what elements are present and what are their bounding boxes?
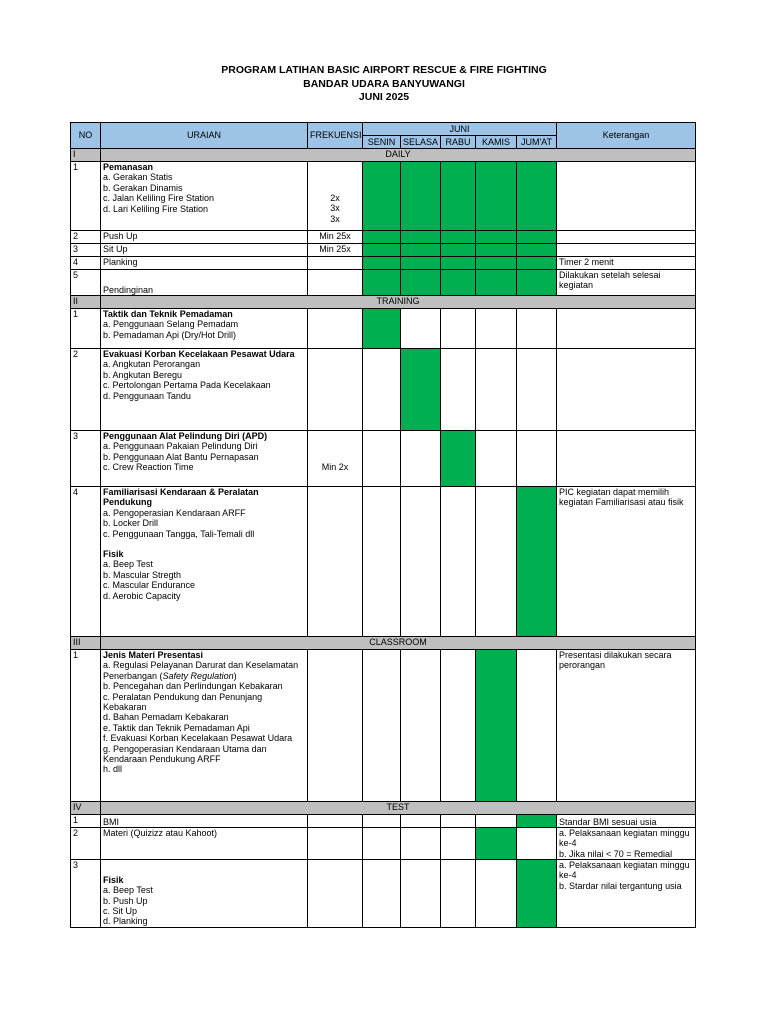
day-cell-scheduled: [476, 244, 517, 257]
row-keterangan: Dilakukan setelah selesai kegiatan: [557, 270, 696, 296]
item-line: a. Beep Test: [103, 559, 153, 570]
table-row: [71, 309, 696, 349]
day-cell-scheduled: [401, 349, 441, 431]
row-keterangan: [557, 231, 696, 244]
row-frekuensi: [308, 162, 363, 231]
section-row-test: [71, 802, 696, 815]
row-keterangan: [557, 309, 696, 349]
item-line: b. Locker Drill: [103, 518, 159, 529]
item-line: c. Pertolongan Pertama Pada Kecelakaan: [103, 380, 271, 391]
day-cell-scheduled: [401, 231, 441, 244]
row-frekuensi: [308, 431, 363, 487]
row-uraian: Planking: [101, 257, 308, 270]
item-line: a. Angkutan Perorangan: [103, 359, 201, 370]
row-uraian: Materi (Quizizz atau Kahoot): [101, 828, 308, 860]
row-no: 4: [71, 257, 101, 270]
section-row-training: [71, 296, 696, 309]
row-no: 1: [71, 650, 101, 802]
day-cell-scheduled: [401, 257, 441, 270]
row-uraian: [101, 431, 308, 487]
row-uraian: [101, 859, 308, 927]
row-frekuensi: Min 25x: [308, 231, 363, 244]
section-no: I: [71, 149, 101, 162]
note-line: a. Pelaksanaan kegiatan minggu ke-4: [559, 828, 690, 849]
item-text: a. Regulasi Pelayanan Darurat dan Keselamatan Penerbangan (: [103, 660, 299, 681]
freq-line: Min 2x: [321, 462, 349, 472]
row-keterangan: PIC kegiatan dapat memilih kegiatan Familiarisasi atau fisik: [557, 487, 696, 637]
table-row: [71, 487, 696, 637]
item-line: c. Penggunaan Tangga, Tali-Temali dll: [103, 528, 255, 539]
table-row: [71, 244, 696, 257]
row-uraian: BMI: [101, 815, 308, 828]
row-frekuensi: Min 25x: [308, 244, 363, 257]
day-cell: [441, 487, 476, 637]
section-label: TRAINING: [101, 296, 696, 309]
table-row: [71, 257, 696, 270]
row-no: 4: [71, 487, 101, 637]
day-cell-scheduled: [363, 257, 401, 270]
day-cell-scheduled: [363, 231, 401, 244]
item-line: c. Mascular Endurance: [103, 580, 196, 591]
row-no: 2: [71, 828, 101, 860]
day-cell-scheduled: [517, 270, 557, 296]
day-cell-scheduled: [517, 257, 557, 270]
item-title: Jenis Materi Presentasi: [103, 650, 204, 660]
item-line: a. Penggunaan Pakaian Pelindung Diri: [103, 441, 258, 452]
header-frekuensi: FREKUENSI: [308, 123, 363, 149]
day-cell: [441, 349, 476, 431]
row-no: 1: [71, 162, 101, 231]
day-cell-scheduled: [441, 270, 476, 296]
item-line: d. Aerobic Capacity: [103, 590, 181, 601]
day-cell-scheduled: [401, 244, 441, 257]
day-cell-scheduled: [441, 231, 476, 244]
row-frekuensi: [308, 257, 363, 270]
day-cell: [363, 349, 401, 431]
day-cell-scheduled: [363, 270, 401, 296]
row-keterangan: [557, 162, 696, 231]
row-no: 5: [71, 270, 101, 296]
header-jumat: JUM'AT: [517, 136, 557, 149]
table-row: [71, 349, 696, 431]
table-row: [71, 431, 696, 487]
item-title: Familiarisasi Kendaraan & Peralatan Pendukung: [103, 487, 259, 508]
section-no: IV: [71, 802, 101, 815]
section-label: TEST: [101, 802, 696, 815]
day-cell: [476, 487, 517, 637]
row-uraian: [101, 162, 308, 231]
item-text-italic: Safety Regulation: [162, 670, 234, 681]
day-cell: [441, 859, 476, 927]
header-kamis: KAMIS: [476, 136, 517, 149]
title-line-1: PROGRAM LATIHAN BASIC AIRPORT RESCUE & FIRE FIGHTING: [221, 64, 547, 76]
day-cell: [363, 431, 401, 487]
row-uraian: [101, 650, 308, 802]
note-line: a. Pelaksanaan kegiatan minggu ke-4: [559, 859, 690, 881]
row-keterangan: Presentasi dilakukan secara perorangan: [557, 650, 696, 802]
day-cell: [517, 431, 557, 487]
row-keterangan: [557, 828, 696, 860]
day-cell: [401, 487, 441, 637]
row-no: 1: [71, 815, 101, 828]
day-cell-scheduled: [476, 650, 517, 802]
table-row: [71, 828, 696, 860]
day-cell: [363, 650, 401, 802]
day-cell: [363, 815, 401, 828]
day-cell-scheduled: [363, 162, 401, 231]
day-cell: [476, 859, 517, 927]
day-cell-scheduled: [517, 162, 557, 231]
day-cell-scheduled: [363, 244, 401, 257]
item-line: d. Bahan Pemadam Kebakaran: [103, 712, 229, 723]
day-cell-scheduled: [517, 487, 557, 637]
day-cell-scheduled: [441, 162, 476, 231]
item-line: d. Lari Keliling Fire Station: [103, 203, 209, 214]
row-keterangan: Timer 2 menit: [557, 257, 696, 270]
item-line: d. Penggunaan Tandu: [103, 390, 191, 401]
day-cell: [363, 828, 401, 860]
row-uraian: Push Up: [101, 231, 308, 244]
day-cell: [517, 309, 557, 349]
section-row-classroom: [71, 637, 696, 650]
row-no: 3: [71, 431, 101, 487]
item-line: g. Pengoperasian Kendaraan Utama dan Kendaraan Pendukung ARFF: [103, 743, 267, 765]
header-uraian: URAIAN: [101, 123, 308, 149]
day-cell-scheduled: [441, 431, 476, 487]
item-line: [103, 660, 305, 681]
header-rabu: RABU: [441, 136, 476, 149]
row-keterangan: Standar BMI sesuai usia: [557, 815, 696, 828]
item-subtitle: Fisik: [103, 549, 124, 560]
day-cell: [476, 431, 517, 487]
row-uraian: Sit Up: [101, 244, 308, 257]
table-row: [71, 162, 696, 231]
day-cell: [441, 828, 476, 860]
day-cell: [476, 309, 517, 349]
day-cell-scheduled: [363, 309, 401, 349]
item-line: h. dll: [103, 764, 123, 775]
row-frekuensi: [308, 309, 363, 349]
header-no: NO: [71, 123, 101, 149]
row-frekuensi: [308, 650, 363, 802]
day-cell-scheduled: [517, 859, 557, 927]
day-cell-scheduled: [401, 270, 441, 296]
header-senin: SENIN: [363, 136, 401, 149]
table-row: [71, 859, 696, 927]
item-line: e. Taktik dan Teknik Pemadaman Api: [103, 722, 250, 733]
table-row: [71, 815, 696, 828]
day-cell: [401, 309, 441, 349]
item-line: b. Angkutan Beregu: [103, 369, 183, 380]
row-uraian: Pendinginan: [101, 270, 308, 296]
row-keterangan: [557, 431, 696, 487]
note-line: b. Jika nilai < 70 = Remedial: [559, 848, 673, 859]
item-text: ): [233, 670, 237, 681]
row-uraian: [101, 309, 308, 349]
section-row-daily: [71, 149, 696, 162]
day-cell: [441, 815, 476, 828]
row-frekuensi: [308, 815, 363, 828]
item-title: Evakuasi Korban Kecelakaan Pesawat Udara: [103, 349, 295, 359]
day-cell-scheduled: [476, 828, 517, 860]
day-cell-scheduled: [476, 162, 517, 231]
day-cell-scheduled: [401, 162, 441, 231]
day-cell: [441, 650, 476, 802]
item-line: c. Jalan Keliling Fire Station: [103, 193, 215, 204]
row-frekuensi: [308, 828, 363, 860]
section-label: DAILY: [101, 149, 696, 162]
item-line: a. Beep Test: [103, 885, 153, 896]
item-line: a. Gerakan Statis: [103, 172, 173, 183]
table-row: [71, 270, 696, 296]
item-title: Taktik dan Teknik Pemadaman: [103, 309, 233, 319]
day-cell: [401, 859, 441, 927]
row-frekuensi: [308, 349, 363, 431]
section-label: CLASSROOM: [101, 637, 696, 650]
freq-line: 3x: [330, 213, 340, 224]
day-cell: [517, 650, 557, 802]
row-frekuensi: [308, 487, 363, 637]
item-line: c. Peralatan Pendukung dan Penunjang Kebakaran: [103, 691, 263, 713]
day-cell: [476, 349, 517, 431]
day-cell: [476, 815, 517, 828]
item-line: b. Mascular Stregth: [103, 569, 182, 580]
item-line: b. Push Up: [103, 895, 148, 906]
table-row: [71, 231, 696, 244]
day-cell: [363, 859, 401, 927]
item-title: Penggunaan Alat Pelindung Diri (APD): [103, 431, 268, 441]
day-cell: [401, 828, 441, 860]
day-cell-scheduled: [441, 257, 476, 270]
item-line: c. Sit Up: [103, 906, 138, 916]
row-frekuensi: [308, 859, 363, 927]
document-title: [0, 64, 768, 105]
item-line: f. Evakuasi Korban Kecelakaan Pesawat Udara: [103, 733, 293, 744]
row-keterangan: [557, 859, 696, 927]
item-line: b. Pemadaman Api (Dry/Hot Drill): [103, 329, 237, 340]
row-no: 1: [71, 309, 101, 349]
item-line: b. Penggunaan Alat Bantu Pernapasan: [103, 451, 259, 462]
section-no: III: [71, 637, 101, 650]
freq-line: 3x: [330, 203, 340, 214]
item-subtitle: Fisik: [103, 874, 124, 885]
item-title: Pemanasan: [103, 162, 154, 172]
row-keterangan: [557, 244, 696, 257]
freq-line: 2x: [330, 193, 340, 203]
header-selasa: SELASA: [401, 136, 441, 149]
header-keterangan: Keterangan: [557, 123, 696, 149]
row-uraian: [101, 487, 308, 637]
day-cell-scheduled: [517, 231, 557, 244]
header-juni: JUNI: [363, 123, 557, 136]
row-no: 2: [71, 231, 101, 244]
title-line-2: BANDAR UDARA BANYUWANGI: [303, 77, 465, 90]
item-line: b. Pencegahan dan Perlindungan Kebakaran: [103, 681, 283, 692]
day-cell: [517, 349, 557, 431]
row-frekuensi: [308, 270, 363, 296]
item-line: a. Penggunaan Selang Pemadam: [103, 319, 239, 330]
row-uraian: [101, 349, 308, 431]
day-cell-scheduled: [476, 257, 517, 270]
item-line: b. Gerakan Dinamis: [103, 182, 183, 193]
item-line: c. Crew Reaction Time: [103, 462, 194, 473]
day-cell: [517, 828, 557, 860]
item-line: a. Pengoperasian Kendaraan ARFF: [103, 507, 246, 518]
day-cell-scheduled: [441, 244, 476, 257]
row-no: 2: [71, 349, 101, 431]
day-cell-scheduled: [476, 270, 517, 296]
day-cell-scheduled: [476, 231, 517, 244]
day-cell: [401, 650, 441, 802]
day-cell-scheduled: [517, 815, 557, 828]
day-cell: [401, 815, 441, 828]
training-schedule-table: [70, 122, 696, 928]
day-cell: [401, 431, 441, 487]
title-line-3: JUNI 2025: [358, 91, 410, 103]
row-no: 3: [71, 859, 101, 927]
note-line: b. Stardar nilai tergantung usia: [559, 880, 682, 891]
table-row: [71, 650, 696, 802]
day-cell-scheduled: [517, 244, 557, 257]
section-no: II: [71, 296, 101, 309]
item-line: d. Planking: [103, 916, 148, 927]
row-no: 3: [71, 244, 101, 257]
day-cell: [441, 309, 476, 349]
row-keterangan: [557, 349, 696, 431]
day-cell: [363, 487, 401, 637]
